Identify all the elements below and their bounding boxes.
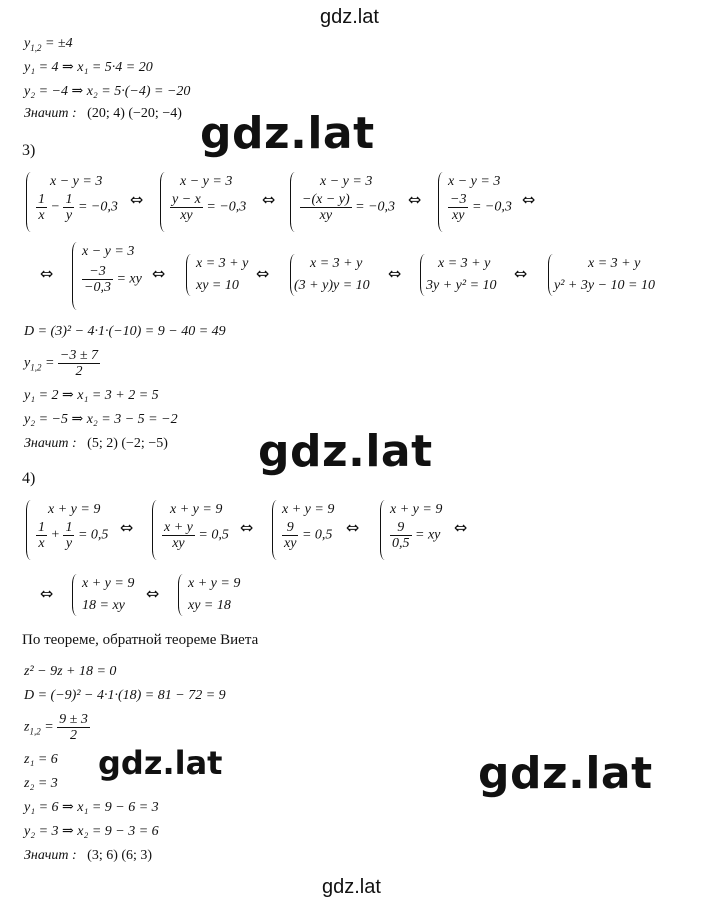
system-line: x = 3 + y	[588, 256, 641, 271]
part4-quadratic: z² − 9z + 18 = 0	[24, 664, 117, 679]
part3-system-5	[72, 242, 152, 310]
system-line: x − y = 3	[50, 174, 103, 189]
watermark-large-4: gdz.lat	[478, 748, 653, 799]
system-line: x + y = 9	[170, 502, 223, 517]
system-line: x + y = 9	[82, 576, 135, 591]
system-line: x = 3 + y	[196, 256, 249, 271]
system-line: xy = 10	[196, 278, 239, 293]
system-line: $\frac{y - x}{xy}$ = −0,3	[172, 192, 247, 223]
part3-y12-formula: $y_{1,2}$ = $\frac{-3 \pm 7}{2}$	[24, 348, 99, 379]
part2-y2-line: y₂ = −4 ⇒ x₂ = 5·(−4) = −20	[24, 84, 191, 99]
part3-answer: Значит : (5; 2) (−2; −5)	[24, 436, 168, 451]
system-line: $\frac{9}{xy}$ = 0,5	[284, 520, 333, 551]
system-line: $\frac{1}{x}$ − $\frac{1}{y}$ = −0,3	[38, 192, 118, 223]
system-line: $\frac{9}{0,5}$ = xy	[392, 520, 441, 551]
part4-z2: z₂ = 3	[24, 776, 58, 791]
system-line: (3 + y)y = 10	[294, 278, 370, 293]
watermark-bottom: gdz.lat	[322, 876, 381, 898]
equivalence-arrow: ⇔	[262, 190, 276, 209]
part4-system-4	[380, 500, 460, 560]
system-line: x − y = 3	[448, 174, 501, 189]
system-line: x − y = 3	[82, 244, 135, 259]
part4-y1-line: y₁ = 6 ⇒ x₁ = 9 − 6 = 3	[24, 800, 159, 815]
part3-system-9	[548, 254, 668, 296]
system-line: x = 3 + y	[310, 256, 363, 271]
part3-label: 3)	[22, 142, 36, 159]
part3-y1-line: y₁ = 2 ⇒ x₁ = 3 + 2 = 5	[24, 388, 159, 403]
equivalence-arrow: ⇔	[130, 190, 144, 209]
part3-system-3	[290, 172, 400, 232]
system-line: 18 = xy	[82, 598, 125, 613]
equivalence-arrow: ⇔	[388, 264, 402, 283]
part4-discriminant: D = (−9)² − 4·1·(18) = 81 − 72 = 9	[24, 688, 226, 703]
watermark-large-2: gdz.lat	[258, 426, 433, 477]
system-line: x − y = 3	[180, 174, 233, 189]
system-line: y² + 3y − 10 = 10	[554, 278, 655, 293]
part3-system-1	[26, 172, 126, 232]
part4-system-5	[72, 574, 142, 616]
system-line: $\frac{-3}{xy}$ = −0,3	[450, 192, 512, 223]
system-line: $\frac{-3}{-0,3}$ = xy	[84, 264, 142, 295]
system-line: x + y = 9	[188, 576, 241, 591]
part4-system-3	[272, 500, 352, 560]
watermark-large-3: gdz.lat	[98, 744, 223, 782]
system-line: $\frac{x + y}{xy}$ = 0,5	[164, 520, 229, 551]
part3-system-8	[420, 254, 520, 296]
part3-system-7	[290, 254, 390, 296]
system-line: x = 3 + y	[438, 256, 491, 271]
system-line: x − y = 3	[320, 174, 373, 189]
watermark-top: gdz.lat	[320, 6, 379, 28]
part2-y1-line: y₁ = 4 ⇒ x₁ = 5·4 = 20	[24, 60, 153, 75]
part4-z12-formula: $z_{1,2}$ = $\frac{9 \pm 3}{2}$	[24, 712, 88, 743]
equivalence-arrow: ⇔	[146, 584, 160, 603]
equivalence-arrow: ⇔	[454, 518, 468, 537]
part3-system-6	[186, 254, 266, 296]
equivalence-arrow: ⇔	[240, 518, 254, 537]
part4-system-1	[26, 500, 116, 560]
part3-system-2	[160, 172, 260, 232]
part4-label: 4)	[22, 470, 36, 487]
part2-y12-line: $y_{1,2} = \pm 4$	[24, 36, 73, 53]
part3-discriminant: D = (3)² − 4·1·(−10) = 9 − 40 = 49	[24, 324, 226, 339]
part4-system-6	[178, 574, 248, 616]
equivalence-arrow: ⇔	[40, 264, 54, 283]
system-line: x + y = 9	[48, 502, 101, 517]
part2-answer: Значит : (20; 4) (−20; −4)	[24, 106, 182, 121]
system-line: $\frac{1}{x}$ + $\frac{1}{y}$ = 0,5	[38, 520, 109, 551]
equivalence-arrow: ⇔	[408, 190, 422, 209]
equivalence-arrow: ⇔	[40, 584, 54, 603]
system-line: x + y = 9	[390, 502, 443, 517]
watermark-large-1: gdz.lat	[200, 108, 375, 159]
system-line: $\frac{-(x - y)}{xy}$ = −0,3	[302, 192, 396, 223]
part4-z1: z₁ = 6	[24, 752, 58, 767]
equivalence-arrow: ⇔	[256, 264, 270, 283]
part4-answer: Значит : (3; 6) (6; 3)	[24, 848, 153, 863]
part4-theorem: По теореме, обратной теореме Виета	[22, 632, 259, 648]
equivalence-arrow: ⇔	[522, 190, 536, 209]
part4-y2-line: y₂ = 3 ⇒ x₂ = 9 − 3 = 6	[24, 824, 159, 839]
system-line: xy = 18	[188, 598, 231, 613]
system-line: 3y + y² = 10	[426, 278, 497, 293]
equivalence-arrow: ⇔	[514, 264, 528, 283]
equivalence-arrow: ⇔	[346, 518, 360, 537]
system-line: x + y = 9	[282, 502, 335, 517]
equivalence-arrow: ⇔	[152, 264, 166, 283]
part3-system-4	[438, 172, 528, 232]
part3-y2-line: y₂ = −5 ⇒ x₂ = 3 − 5 = −2	[24, 412, 178, 427]
part4-system-2	[152, 500, 242, 560]
equivalence-arrow: ⇔	[120, 518, 134, 537]
